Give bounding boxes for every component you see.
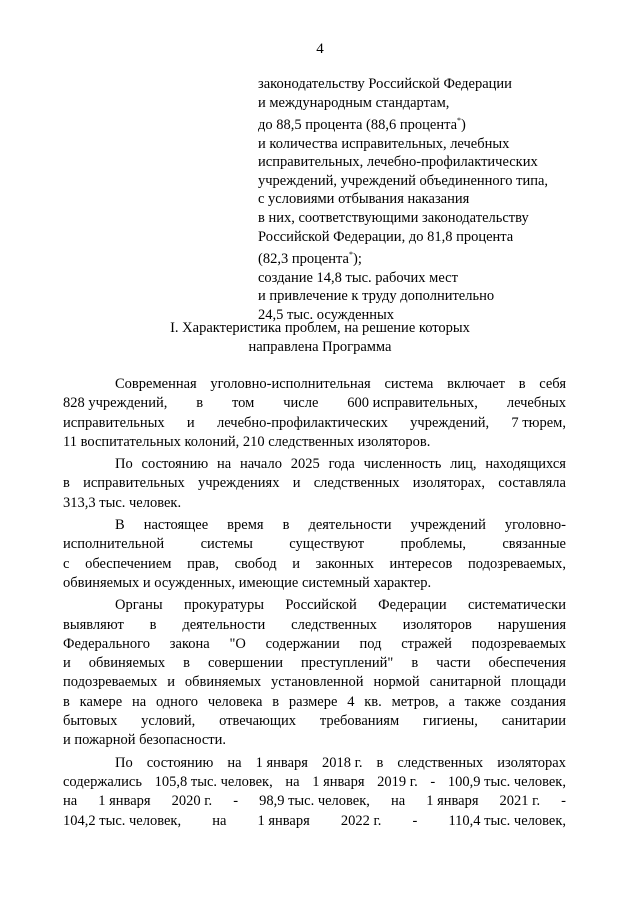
paragraph-line [63, 494, 566, 513]
word: состоянию [146, 754, 214, 771]
word: выявляют [63, 616, 124, 633]
word: 100,9 тыс. человек, [447, 773, 566, 790]
word: 11 воспитательных колоний, 210 следственных изоляторов. [63, 433, 431, 450]
paragraph-line [63, 693, 566, 712]
paragraph [63, 596, 566, 750]
paragraph-line [63, 812, 566, 831]
word: подозреваемых [471, 635, 566, 652]
section-title [0, 319, 640, 357]
word: в [518, 376, 526, 392]
word: 110,4 тыс. человек, [448, 812, 566, 829]
word: изоляторах [497, 754, 566, 771]
section-title-line: направлена Программа [248, 339, 392, 355]
word: и [292, 475, 301, 492]
word: гигиены, [422, 713, 478, 730]
word: 828 учреждений, [63, 395, 168, 412]
word: создания [510, 693, 566, 710]
word: систематически [468, 597, 566, 614]
indicator-line: в них, соответствующими законодательству [258, 209, 529, 226]
word: преступлений" [301, 655, 394, 672]
word: и [186, 414, 195, 431]
paragraph-line [63, 616, 566, 635]
word: в [63, 475, 70, 492]
word: нарушения [497, 616, 566, 633]
paragraph-line [63, 414, 566, 433]
word: деятельности [182, 616, 266, 633]
word: 104,2 тыс. человек, [63, 812, 182, 829]
indicator-line: создание 14,8 тыс. рабочих мест [258, 269, 458, 286]
paragraph-line [63, 596, 566, 615]
indicator-line: с условиями отбывания наказания [258, 191, 470, 208]
word: размере [288, 693, 338, 710]
word: 1 января [98, 793, 151, 810]
word: учреждений, [410, 414, 490, 431]
word: уголовно- [504, 517, 566, 534]
word: - [430, 773, 436, 790]
paragraph-line [63, 731, 566, 750]
word: находящихся [485, 456, 566, 473]
word: 313,3 тыс. человек. [63, 494, 182, 511]
indicator-line: Российской Федерации, до 81,8 процента [258, 228, 514, 245]
word: требованиям [319, 713, 400, 730]
word: кв. [364, 693, 382, 710]
word: санитарной [429, 674, 502, 691]
indicator-line: и количества исправительных, лечебных [258, 135, 510, 152]
word: прав, [187, 555, 219, 572]
word: 2019 г. [377, 773, 418, 790]
word: 1 января [312, 773, 365, 790]
word: в [196, 395, 204, 412]
word: в [63, 693, 70, 710]
word: на [227, 754, 242, 771]
paragraph-line [63, 516, 566, 535]
indicator-line: 24,5 тыс. осужденных [258, 306, 395, 323]
paragraph-line [63, 773, 566, 792]
paragraph [63, 375, 566, 452]
word: на [63, 793, 78, 810]
word: включает [447, 376, 505, 392]
word: Органы [115, 597, 163, 614]
word: 1 января [257, 812, 310, 829]
paragraph-line [63, 574, 566, 593]
section-title-line: I. Характеристика проблем, на решение которых [170, 320, 470, 336]
word: деятельности [308, 517, 392, 534]
word: обвиняемых [184, 674, 262, 691]
page-number: 4 [316, 41, 324, 57]
word: свобод [234, 555, 277, 572]
paragraph-line [63, 712, 566, 731]
word: закона [169, 635, 210, 652]
word: время [227, 517, 264, 534]
word: одного [155, 693, 199, 710]
word: том [232, 395, 255, 412]
word: лечебных [506, 395, 566, 412]
word: подозреваемых, [468, 555, 566, 572]
word: учреждений [410, 517, 486, 534]
word: 2021 г. [499, 793, 541, 810]
paragraph-line [63, 673, 566, 692]
word: "О [229, 635, 246, 652]
word: нормой [373, 674, 420, 691]
word: подозреваемых [63, 674, 158, 691]
word: года [328, 456, 355, 473]
word: а [448, 693, 455, 710]
word: бытовых [63, 713, 118, 730]
word: 1 января [426, 793, 479, 810]
word: система [384, 376, 434, 392]
word: установленной [271, 674, 364, 691]
paragraph-line [63, 375, 566, 394]
paragraph-line [63, 535, 566, 554]
word: Российской [285, 597, 357, 614]
word: в [183, 655, 190, 672]
word: в [272, 693, 280, 710]
word: изоляторах, [412, 475, 486, 492]
word: настоящее [143, 517, 209, 534]
word: следственных [397, 754, 484, 771]
word: содержались [63, 773, 142, 790]
word: на [285, 773, 300, 790]
paragraph-line [63, 754, 566, 773]
word: По [115, 456, 133, 473]
paragraph [63, 455, 566, 513]
word: 4 [347, 693, 355, 710]
word: составляла [498, 475, 566, 492]
word: содержании [265, 635, 340, 652]
word: на [212, 812, 227, 829]
body-text [63, 375, 566, 834]
word: 98,9 тыс. человек, [259, 793, 370, 810]
word: совершении [208, 655, 284, 672]
word: под [359, 635, 382, 652]
paragraph-line [63, 792, 566, 811]
word: законных [315, 555, 374, 572]
word: проблемы, [400, 536, 466, 553]
indicator-line: (82,3 процента*); [258, 250, 362, 267]
word: - [561, 793, 566, 810]
word: стражей [401, 635, 452, 652]
indicator-line: законодательству Российской Федерации [258, 76, 512, 92]
word: на [131, 693, 147, 710]
indicator-line: и привлечение к труду дополнительно [258, 288, 495, 305]
indicator-line: до 88,5 процента (88,6 процента*) [258, 116, 466, 134]
word: исправительных [83, 475, 185, 492]
word: 2022 г. [340, 812, 382, 829]
word: В [115, 517, 125, 534]
word: отвечающих [219, 713, 297, 730]
paragraph-line [63, 555, 566, 574]
word: в [411, 655, 419, 672]
word: обвиняемых [88, 655, 166, 672]
word: на [390, 793, 406, 810]
word: человека [207, 693, 263, 710]
word: и [167, 674, 175, 691]
word: метров, [391, 693, 439, 710]
word: исправительных [63, 414, 165, 431]
word: условий, [141, 713, 196, 730]
word: Современная [115, 376, 197, 392]
word: По [115, 754, 133, 771]
word: обвиняемых и осужденных, имеющие системный характер. [63, 574, 432, 591]
paragraph-line [63, 654, 566, 673]
word: лечебно-профилактических [216, 414, 388, 431]
word: исполнительной [63, 536, 165, 553]
word: Федерации [378, 597, 447, 614]
word: 1 января [255, 754, 308, 771]
word: и [292, 555, 301, 572]
word: 600 исправительных, [347, 395, 478, 412]
word: также [464, 693, 501, 710]
word: в [376, 754, 384, 771]
paragraph-line [63, 433, 566, 452]
word: следственных [291, 616, 377, 633]
word: числе [283, 395, 319, 412]
indicator-block [258, 75, 578, 324]
word: лиц, [450, 456, 477, 473]
word: санитарии [501, 713, 566, 730]
paragraph-line [63, 474, 566, 493]
word: изоляторов [402, 616, 472, 633]
word: 2025 [290, 456, 320, 473]
word: интересов [389, 555, 453, 572]
word: учреждениях [197, 475, 280, 492]
word: Федерального [63, 635, 151, 652]
paragraph-line [63, 635, 566, 654]
word: в [282, 517, 290, 534]
word: 7 тюрем, [511, 414, 566, 431]
word: - [233, 793, 239, 810]
word: состоянию [141, 456, 209, 473]
word: уголовно-исполнительная [210, 376, 371, 392]
word: системы [200, 536, 253, 553]
word: 105,8 тыс. человек, [154, 773, 273, 790]
indicator-line: учреждений, учреждений объединенного типа, [258, 172, 549, 189]
word: в [149, 616, 157, 633]
word: с [63, 555, 70, 572]
word: следственных [313, 475, 400, 492]
word: площади [511, 674, 566, 691]
word: прокуратуры [183, 597, 265, 614]
paragraph-line [63, 455, 566, 474]
word: численность [363, 456, 442, 473]
paragraph [63, 754, 566, 831]
indicator-line: и международным стандартам, [258, 94, 450, 111]
word: обеспечения [488, 655, 566, 672]
paragraph [63, 516, 566, 593]
paragraph-line [63, 394, 566, 413]
word: связанные [502, 536, 566, 553]
word: и пожарной безопасности. [63, 732, 226, 749]
word: - [412, 812, 418, 829]
word: существуют [289, 536, 365, 553]
word: части [436, 655, 471, 672]
indicator-line: исправительных, лечебно-профилактических [258, 154, 538, 171]
word: и [63, 655, 71, 672]
word: на [216, 456, 232, 473]
word: 2020 г. [171, 793, 213, 810]
word: начало [240, 456, 282, 473]
word: обеспечением [85, 555, 172, 572]
word: камере [79, 693, 123, 710]
word: 2018 г. [321, 754, 363, 771]
word: себя [539, 376, 566, 392]
